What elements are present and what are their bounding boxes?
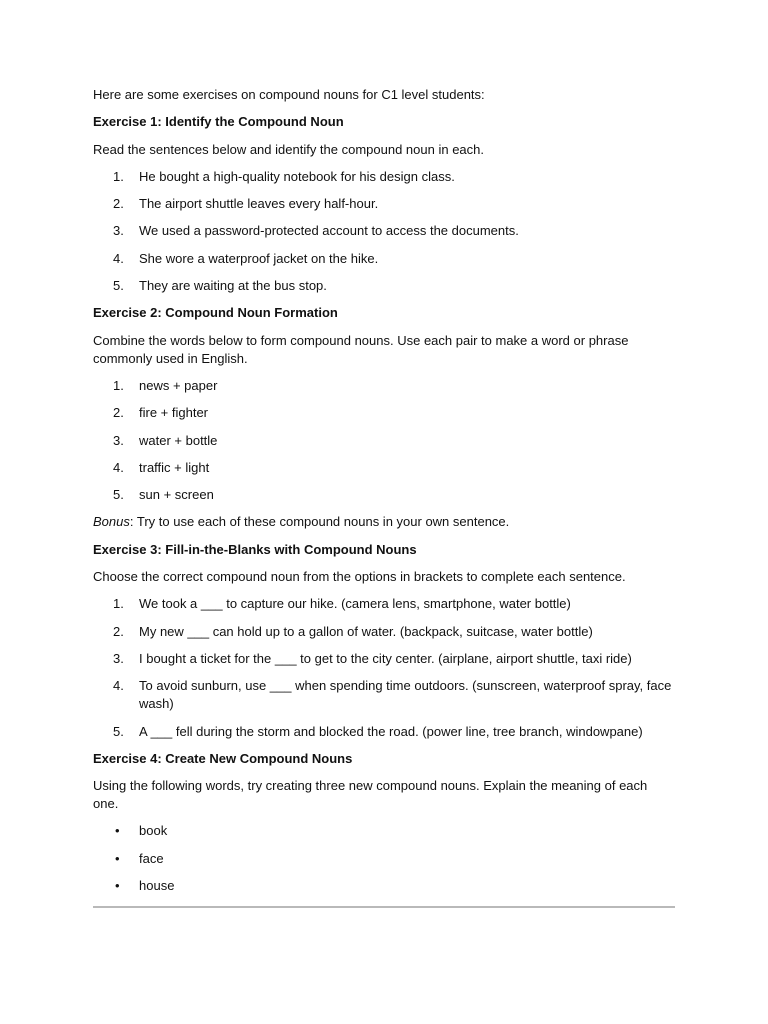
bullet-icon: • [115,878,120,894]
list-number: 3. [113,223,124,239]
list-number: 4. [113,459,124,475]
document-body [93,86,675,904]
list-item-text: We used a password-protected account to access the documents. [139,223,519,239]
list-number: 4. [113,678,124,694]
list-item-text: fire + fighter [139,405,209,421]
list-item-text: To avoid sunburn, use ___ when spending time outdoors. (sunscreen, waterproof spray, face wash) [139,678,672,712]
bonus-text: : Try to use each of these compound nouns in your own sentence. [129,514,510,530]
exercise-1-instruction: Read the sentences below and identify the compound noun in each. [93,141,484,157]
list-item-text: water + bottle [139,432,218,448]
list-item [93,723,675,741]
list-item-text: house [139,878,175,894]
exercise-4-instruction: Using the following words, try creating three new compound nouns. Explain the meaning of each one. [93,778,648,812]
list-item-text: We took a ___ to capture our hike. (camera lens, smartphone, water bottle) [139,596,571,612]
list-item [93,877,675,895]
horizontal-divider [93,906,675,908]
exercise-2-list [93,377,675,504]
list-item [93,623,675,641]
exercise-2-instruction: Combine the words below to form compound nouns. Use each pair to make a word or phrase commonly used in English. [93,332,629,366]
list-item [93,377,675,395]
exercise-4-list [93,822,675,895]
list-item-text: I bought a ticket for the ___ to get to the city center. (airplane, airport shuttle, taxi ride) [139,650,632,666]
list-item-text: traffic + light [139,459,210,475]
list-number: 1. [113,596,124,612]
list-number: 5. [113,723,124,739]
list-item [93,168,675,186]
list-item-text: The airport shuttle leaves every half-hour. [139,196,379,212]
list-item [93,432,675,450]
bullet-icon: • [115,823,120,839]
intro-text: Here are some exercises on compound nouns for C1 level students: [93,87,485,102]
list-number: 5. [113,487,124,503]
list-item [93,595,675,613]
list-item [93,486,675,504]
list-number: 4. [113,250,124,266]
list-item [93,822,675,840]
exercise-3-list [93,595,675,740]
bonus-note [93,513,675,531]
exercise-3-instruction: Choose the correct compound noun from the options in brackets to complete each sentence. [93,569,626,585]
bonus-label: Bonus [93,514,130,530]
list-number: 2. [113,405,124,421]
list-item [93,195,675,213]
list-item [93,650,675,668]
list-number: 3. [113,650,124,666]
list-number: 2. [113,196,124,212]
list-item [93,850,675,868]
list-item-text: news + paper [139,377,218,393]
list-item-text: A ___ fell during the storm and blocked the road. (power line, tree branch, windowpane) [139,723,643,739]
exercise-3-heading: Exercise 3: Fill-in-the-Blanks with Compound Nouns [93,541,417,557]
list-item [93,677,675,713]
list-item-text: sun + screen [139,487,214,503]
bullet-icon: • [115,850,120,866]
list-number: 1. [113,377,124,393]
exercise-1-heading: Exercise 1: Identify the Compound Noun [93,114,344,130]
list-number: 2. [113,623,124,639]
list-number: 3. [113,432,124,448]
list-item [93,250,675,268]
list-item-text: My new ___ can hold up to a gallon of water. (backpack, suitcase, water bottle) [139,623,593,639]
exercise-1-list [93,168,675,295]
list-number: 1. [113,168,124,184]
list-item [93,222,675,240]
list-item-text: book [139,823,168,839]
list-number: 5. [113,278,124,294]
list-item-text: He bought a high-quality notebook for his design class. [139,168,455,184]
list-item [93,404,675,422]
list-item-text: They are waiting at the bus stop. [139,278,327,294]
list-item [93,277,675,295]
exercise-2-heading: Exercise 2: Compound Noun Formation [93,305,338,321]
list-item [93,459,675,477]
exercise-4-heading: Exercise 4: Create New Compound Nouns [93,750,353,766]
list-item-text: face [139,850,164,866]
list-item-text: She wore a waterproof jacket on the hike. [139,250,379,266]
